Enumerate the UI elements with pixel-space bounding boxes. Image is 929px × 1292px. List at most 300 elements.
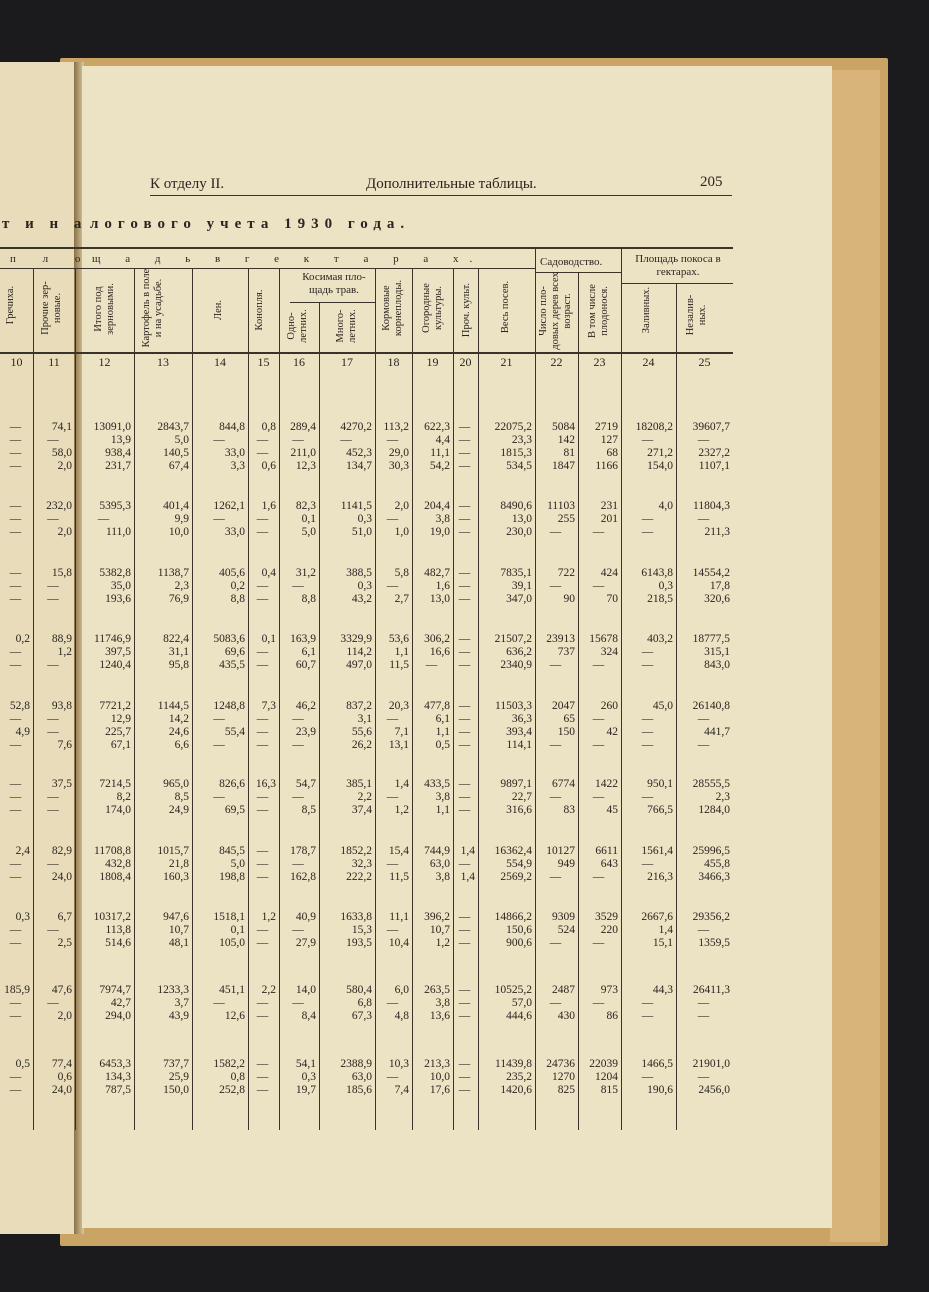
table-cell: 18208,2: [635, 421, 673, 433]
table-cell: 722: [557, 567, 575, 579]
table-cell: 3,8: [435, 513, 450, 525]
table-cell: 3,1: [357, 713, 372, 725]
table-cell: 29356,2: [692, 911, 730, 923]
table-cell: 433,5: [424, 778, 450, 790]
table-cell: 24,6: [168, 726, 189, 738]
table-cell: 211,0: [290, 447, 316, 459]
table-cell: 12,3: [295, 460, 316, 472]
table-cell: 60,7: [295, 659, 316, 671]
table-cell: 949: [557, 858, 575, 870]
table-cell: —: [386, 997, 399, 1009]
table-cell: 19,0: [429, 526, 450, 538]
table-cell: 1633,8: [340, 911, 372, 923]
table-cell: —: [641, 526, 654, 538]
table-cell: 2327,2: [698, 447, 730, 459]
table-cell: 63,0: [351, 1071, 372, 1083]
table-cell: —: [47, 924, 59, 936]
table-cell: 154,0: [647, 460, 673, 472]
table-cell: 0,5: [435, 739, 450, 751]
table-cell: 22075,2: [494, 421, 532, 433]
table-cell: 113,2: [383, 421, 409, 433]
table-cell: 232,0: [46, 500, 72, 512]
table-cell: 198,8: [219, 871, 245, 883]
table-cell: 22,7: [511, 791, 532, 803]
header-col12: Итого под зерновыми.: [93, 283, 116, 335]
table-cell: 636,2: [506, 646, 532, 658]
table-cell: 3,8: [435, 791, 450, 803]
table-cell: 1,0: [394, 526, 409, 538]
table-cell: 11,5: [389, 871, 409, 883]
running-head-left: К отделу II.: [150, 176, 225, 192]
table-cell: 24,0: [51, 1084, 72, 1096]
table-cell: 497,0: [346, 659, 372, 671]
table-cell: 36,3: [511, 713, 532, 725]
table-cell: 67,3: [351, 1010, 372, 1022]
table-cell: 6453,3: [99, 1058, 131, 1070]
table-cell: 47,6: [51, 984, 72, 996]
table-cell: —: [641, 726, 654, 738]
table-cell: 845,5: [219, 845, 245, 857]
table-cell: 1518,1: [213, 911, 245, 923]
table-cell: —: [592, 713, 605, 725]
table-cell: 150,0: [163, 1084, 189, 1096]
table-cell: 2,4: [15, 845, 30, 857]
table-cell: 844,8: [219, 421, 245, 433]
table-cell: 2,0: [57, 460, 72, 472]
table-cell: 13,9: [110, 434, 131, 446]
table-cell: 14554,2: [692, 567, 730, 579]
table-cell: —: [458, 1010, 471, 1022]
table-cell: 140,5: [163, 447, 189, 459]
table-cell: —: [292, 858, 304, 870]
table-cell: 7,3: [261, 700, 276, 712]
table-cell: —: [549, 526, 562, 538]
table-cell: 973: [600, 984, 618, 996]
table-cell: 815: [600, 1084, 618, 1096]
table-cell: —: [9, 513, 22, 525]
table-cell: 86: [606, 1010, 618, 1022]
table-cell: —: [9, 500, 22, 512]
table-cell: —: [9, 447, 22, 459]
table-cell: —: [9, 739, 22, 751]
column-number: 18: [387, 355, 400, 369]
table-cell: 8,5: [174, 791, 189, 803]
table-cell: —: [386, 513, 399, 525]
table-cell: 1808,4: [99, 871, 131, 883]
table-cell: —: [458, 984, 471, 996]
header-col14: Лен.: [213, 300, 224, 320]
table-cell: 0,1: [230, 924, 245, 936]
table-cell: 1248,8: [213, 700, 245, 712]
table-cell: —: [458, 633, 471, 645]
table-cell: —: [9, 937, 22, 949]
table-cell: —: [641, 434, 654, 446]
header-col17: Много- летних.: [335, 309, 358, 343]
table-cell: 320,6: [704, 593, 730, 605]
table-cell: 3,8: [435, 997, 450, 1009]
table-cell: 1466,5: [641, 1058, 673, 1070]
table-cell: 2,0: [57, 526, 72, 538]
table-cell: 787,5: [105, 1084, 131, 1096]
table-cell: 15,3: [351, 924, 372, 936]
table-cell: 162,8: [290, 871, 316, 883]
table-cell: 15678: [589, 633, 618, 645]
table-cell: 21901,0: [692, 1058, 730, 1070]
table-cell: 3466,3: [698, 871, 730, 883]
table-cell: 57,0: [511, 997, 532, 1009]
table-cell: 31,2: [295, 567, 316, 579]
table-cell: —: [458, 513, 471, 525]
table-cell: —: [386, 791, 399, 803]
table-cell: —: [9, 1084, 22, 1096]
table-cell: 114,1: [506, 739, 532, 751]
table-cell: 643: [600, 858, 618, 870]
table-cell: 1420,6: [500, 1084, 532, 1096]
header-col11: Прочие зер- новые.: [40, 281, 63, 335]
table-cell: 69,5: [224, 804, 245, 816]
header-col24: Заливных.: [641, 286, 652, 334]
table-cell: —: [9, 421, 22, 433]
table-cell: 20,3: [388, 700, 409, 712]
table-cell: —: [47, 513, 59, 525]
table-cell: 2,3: [174, 580, 189, 592]
table-cell: —: [9, 871, 22, 883]
table-cell: 252,8: [219, 1084, 245, 1096]
table-cell: —: [9, 593, 22, 605]
table-cell: —: [458, 526, 471, 538]
table-cell: 5,0: [230, 858, 245, 870]
table-cell: 8,4: [301, 1010, 316, 1022]
table-cell: —: [256, 845, 269, 857]
column-number: 12: [98, 355, 111, 369]
table-cell: —: [386, 434, 399, 446]
table-cell: 216,3: [647, 871, 673, 883]
table-cell: 142: [557, 434, 575, 446]
table-cell: —: [256, 1058, 269, 1070]
table-cell: 2,7: [394, 593, 409, 605]
table-cell: 11746,9: [94, 633, 131, 645]
table-cell: —: [549, 997, 562, 1009]
table-cell: 3,7: [174, 997, 189, 1009]
table-cell: 9,9: [174, 513, 189, 525]
table-cell: —: [386, 713, 399, 725]
table-cell: 2719: [595, 421, 618, 433]
table-cell: 10,4: [388, 937, 409, 949]
table-cell: 77,4: [51, 1058, 72, 1070]
table-cell: 1015,7: [157, 845, 189, 857]
table-cell: 5,8: [394, 567, 409, 579]
header-mid-rule: [0, 268, 535, 269]
table-cell: —: [213, 513, 225, 525]
table-cell: 230,0: [506, 526, 532, 538]
table-cell: —: [386, 580, 399, 592]
table-cell: 1141,5: [340, 500, 372, 512]
table-cell: 26,2: [351, 739, 372, 751]
table-cell: 15,4: [388, 845, 409, 857]
table-cell: —: [641, 646, 654, 658]
table-cell: 1107,1: [698, 460, 730, 472]
table-cell: 1,1: [394, 646, 409, 658]
table-cell: 45: [606, 804, 618, 816]
table-cell: —: [458, 700, 471, 712]
table-cell: 76,9: [168, 593, 189, 605]
table-cell: —: [458, 659, 471, 671]
table-cell: —: [256, 858, 269, 870]
table-cell: 1138,7: [157, 567, 189, 579]
table-cell: 6,1: [435, 713, 450, 725]
table-cell: 46,2: [295, 700, 316, 712]
table-cell: 26140,8: [692, 700, 730, 712]
table-cell: —: [9, 1071, 22, 1083]
table-cell: —: [340, 434, 352, 446]
table-cell: 2,0: [57, 1010, 72, 1022]
table-cell: —: [9, 659, 22, 671]
table-cell: 19,7: [295, 1084, 316, 1096]
table-cell: 2456,0: [698, 1084, 730, 1096]
table-cell: 324: [600, 646, 618, 658]
table-cell: 514,6: [105, 937, 131, 949]
header-col15: Конопля.: [254, 289, 265, 331]
table-cell: —: [458, 447, 471, 459]
table-cell: 10,7: [429, 924, 450, 936]
table-cell: —: [292, 924, 304, 936]
table-cell: —: [256, 434, 269, 446]
table-cell: 35,0: [110, 580, 131, 592]
table-cell: 10,0: [168, 526, 189, 538]
column-number: 22: [550, 355, 563, 369]
table-cell: —: [97, 513, 110, 525]
table-cell: 316,6: [506, 804, 532, 816]
table-cell: —: [47, 659, 59, 671]
table-cell: 524: [557, 924, 575, 936]
table-cell: 482,7: [424, 567, 450, 579]
table-cell: 950,1: [647, 778, 673, 790]
table-cell: 4,4: [435, 434, 450, 446]
table-cell: —: [256, 726, 269, 738]
table-cell: 24736: [546, 1058, 575, 1070]
table-cell: —: [9, 434, 22, 446]
header-col23: В том числе плодонося.: [587, 284, 610, 338]
table-cell: 12,6: [224, 1010, 245, 1022]
table-cell: 23,9: [295, 726, 316, 738]
table-cell: 42,7: [110, 997, 131, 1009]
table-cell: 1582,2: [213, 1058, 245, 1070]
table-cell: 2,3: [715, 791, 730, 803]
table-cell: 14,2: [168, 713, 189, 725]
table-cell: 255: [557, 513, 575, 525]
table-cell: 0,3: [357, 513, 372, 525]
table-cell: —: [697, 1010, 710, 1022]
table-cell: 0,4: [261, 567, 276, 579]
running-head-center: Дополнительные таблицы.: [366, 176, 537, 192]
table-cell: 12,9: [110, 713, 131, 725]
table-cell: 965,0: [163, 778, 189, 790]
header-col18: Кормовые корнеплоды.: [381, 279, 404, 337]
table-cell: 25,9: [168, 1071, 189, 1083]
table-cell: 7974,7: [99, 984, 131, 996]
table-cell: 14,0: [295, 984, 316, 996]
table-cell: 105,0: [219, 937, 245, 949]
table-cell: —: [256, 937, 269, 949]
table-title: логового учета 1930 года.: [90, 216, 411, 232]
table-cell: 263,5: [424, 984, 450, 996]
table-cell: 1233,3: [157, 984, 189, 996]
table-cell: 0,3: [658, 580, 673, 592]
header-col16: Одно- летних.: [286, 309, 309, 343]
table-cell: 13091,0: [93, 421, 131, 433]
table-cell: —: [458, 937, 471, 949]
table-cell: —: [697, 713, 710, 725]
table-cell: 0,3: [15, 911, 30, 923]
table-cell: 16,6: [429, 646, 450, 658]
table-cell: 289,4: [290, 421, 316, 433]
table-cell: —: [458, 858, 471, 870]
table-cell: —: [256, 1084, 269, 1096]
table-cell: 58,0: [51, 447, 72, 459]
table-cell: —: [641, 791, 654, 803]
hay-sub-rule: [290, 302, 376, 303]
table-cell: 432,8: [105, 858, 131, 870]
column-number: 19: [426, 355, 439, 369]
table-cell: 7721,2: [99, 700, 131, 712]
table-cell: —: [592, 739, 605, 751]
table-cell: 11,1: [389, 911, 409, 923]
table-cell: 347,0: [506, 593, 532, 605]
table-cell: 23,3: [511, 434, 532, 446]
table-cell: 74,1: [51, 421, 72, 433]
table-cell: —: [458, 713, 471, 725]
table-cell: 7,1: [394, 726, 409, 738]
table-cell: 1270: [552, 1071, 575, 1083]
column-number: 24: [642, 355, 655, 369]
table-cell: 65: [563, 713, 575, 725]
table-cell: 82,3: [295, 500, 316, 512]
table-cell: 1204: [595, 1071, 618, 1083]
board-edge: [830, 70, 880, 1242]
table-cell: —: [549, 580, 562, 592]
table-cell: 403,2: [647, 633, 673, 645]
table-cell: 14866,2: [494, 911, 532, 923]
table-cell: —: [256, 659, 269, 671]
table-cell: 21,8: [168, 858, 189, 870]
table-cell: 430: [557, 1010, 575, 1022]
table-cell: 622,3: [424, 421, 450, 433]
table-cell: —: [9, 713, 22, 725]
table-cell: —: [458, 911, 471, 923]
table-cell: 10127: [546, 845, 575, 857]
table-cell: 0,2: [15, 633, 30, 645]
table-cell: 315,1: [704, 646, 730, 658]
table-cell: —: [458, 421, 471, 433]
table-cell: 15,8: [51, 567, 72, 579]
table-cell: 1,4: [460, 871, 475, 883]
table-cell: —: [256, 713, 269, 725]
table-cell: 211,3: [704, 526, 730, 538]
table-cell: —: [9, 997, 22, 1009]
meadow-group-header: Площадь покоса в гектарах.: [635, 253, 721, 278]
table-cell: 0,1: [261, 633, 276, 645]
table-cell: —: [458, 1071, 471, 1083]
table-cell: 2,2: [357, 791, 372, 803]
table-cell: 55,6: [351, 726, 372, 738]
table-cell: 7,4: [394, 1084, 409, 1096]
table-cell: 2569,2: [500, 871, 532, 883]
table-cell: 5,0: [301, 526, 316, 538]
header-col10: Гречиха.: [5, 285, 16, 325]
table-cell: —: [641, 997, 654, 1009]
table-cell: 6,6: [174, 739, 189, 751]
table-cell: 825: [557, 1084, 575, 1096]
table-cell: 114,2: [346, 646, 372, 658]
table-cell: 113,8: [105, 924, 131, 936]
table-cell: 70: [606, 593, 618, 605]
table-cell: 1815,3: [500, 447, 532, 459]
table-cell: —: [549, 871, 562, 883]
table-cell: —: [458, 1084, 471, 1096]
table-cell: 163,9: [290, 633, 316, 645]
table-cell: —: [386, 1071, 399, 1083]
table-cell: —: [425, 659, 438, 671]
table-cell: —: [458, 567, 471, 579]
column-number: 20: [459, 355, 472, 369]
table-cell: 225,7: [105, 726, 131, 738]
table-cell: 947,6: [163, 911, 189, 923]
table-cell: —: [641, 739, 654, 751]
table-cell: 37,4: [351, 804, 372, 816]
table-cell: 10,3: [388, 1058, 409, 1070]
table-cell: —: [47, 713, 59, 725]
table-cell: 28555,5: [692, 778, 730, 790]
table-cell: 40,9: [295, 911, 316, 923]
meadow-rule: [621, 283, 733, 284]
table-cell: 1144,5: [157, 700, 189, 712]
header-col22: Число пло- довых дерев всех возраст.: [538, 272, 573, 350]
table-cell: —: [697, 924, 710, 936]
table-cell: 0,3: [301, 1071, 316, 1083]
table-cell: 1262,1: [213, 500, 245, 512]
table-cell: 1,2: [261, 911, 276, 923]
table-cell: 1847: [552, 460, 575, 472]
table-cell: —: [9, 567, 22, 579]
column-number: 10: [10, 355, 23, 369]
table-cell: 134,7: [346, 460, 372, 472]
table-cell: —: [592, 526, 605, 538]
column-number: 13: [157, 355, 169, 369]
table-cell: 4,0: [658, 500, 673, 512]
table-cell: 185,9: [4, 984, 30, 996]
table-cell: —: [256, 791, 269, 803]
table-cell: 6774: [552, 778, 575, 790]
table-cell: 451,1: [219, 984, 245, 996]
table-cell: —: [641, 713, 654, 725]
table-cell: 53,6: [388, 633, 409, 645]
table-cell: 3,8: [435, 871, 450, 883]
table-cell: 111,0: [105, 526, 131, 538]
table-cell: —: [292, 713, 304, 725]
table-cell: 24,9: [168, 804, 189, 816]
table-cell: 900,6: [506, 937, 532, 949]
table-cell: 1,4: [460, 845, 475, 857]
table-cell: 1,1: [435, 726, 450, 738]
table-cell: 1,2: [435, 937, 450, 949]
table-cell: —: [458, 646, 471, 658]
table-cell: 13,0: [429, 593, 450, 605]
table-cell: —: [549, 659, 562, 671]
table-cell: 220: [600, 924, 618, 936]
table-cell: 26411,3: [693, 984, 730, 996]
table-cell: 271,2: [647, 447, 673, 459]
table-cell: —: [458, 580, 471, 592]
